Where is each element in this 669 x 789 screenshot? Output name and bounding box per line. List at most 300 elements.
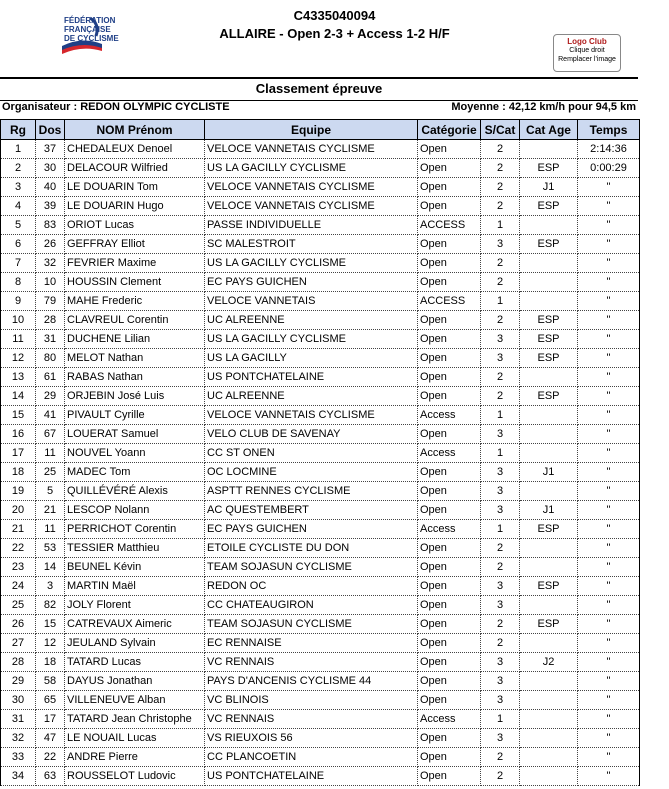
- cell-team: VELOCE VANNETAIS: [205, 292, 418, 311]
- table-row: [1, 463, 640, 482]
- cell-team: CC CHATEAUGIRON: [205, 596, 418, 615]
- cell-rank: 10: [1, 311, 36, 330]
- cell-team: OC LOCMINE: [205, 463, 418, 482]
- cell-time: ": [578, 748, 640, 767]
- cell-rank: 17: [1, 444, 36, 463]
- cell-time: ": [578, 444, 640, 463]
- cell-name: VILLENEUVE Alban: [65, 691, 205, 710]
- cell-age-cat: [520, 596, 578, 615]
- cell-age-cat: ESP: [520, 615, 578, 634]
- cell-time: ": [578, 254, 640, 273]
- cell-rank: 5: [1, 216, 36, 235]
- cell-category: Access: [418, 444, 481, 463]
- cell-team: CC PLANCOETIN: [205, 748, 418, 767]
- cell-bib: 12: [36, 634, 65, 653]
- cell-name: DUCHENE Lilian: [65, 330, 205, 349]
- cell-name: RABAS Nathan: [65, 368, 205, 387]
- cell-name: CATREVAUX Aimeric: [65, 615, 205, 634]
- cell-age-cat: [520, 140, 578, 159]
- cell-name: HOUSSIN Clement: [65, 273, 205, 292]
- cell-rank: 12: [1, 349, 36, 368]
- table-row: [1, 216, 640, 235]
- cell-category: Open: [418, 482, 481, 501]
- cell-category: Open: [418, 634, 481, 653]
- col-name: NOM Prénom: [65, 120, 205, 140]
- cell-name: QUILLÉVÉRÉ Alexis: [65, 482, 205, 501]
- cell-age-cat: [520, 767, 578, 786]
- cell-subcat: 3: [481, 349, 520, 368]
- cell-bib: 14: [36, 558, 65, 577]
- cell-rank: 26: [1, 615, 36, 634]
- cell-team: VELO CLUB DE SAVENAY: [205, 425, 418, 444]
- cell-category: Open: [418, 577, 481, 596]
- cell-team: VELOCE VANNETAIS CYCLISME: [205, 178, 418, 197]
- club-logo-title: Logo Club: [567, 37, 607, 46]
- cell-name: TATARD Jean Christophe: [65, 710, 205, 729]
- cell-team: CC ST ONEN: [205, 444, 418, 463]
- cell-bib: 82: [36, 596, 65, 615]
- cell-category: Open: [418, 197, 481, 216]
- cell-name: BEUNEL Kévin: [65, 558, 205, 577]
- cell-age-cat: J1: [520, 463, 578, 482]
- col-time: Temps: [578, 120, 640, 140]
- cell-time: ": [578, 482, 640, 501]
- cell-team: US LA GACILLY CYCLISME: [205, 159, 418, 178]
- cell-age-cat: [520, 710, 578, 729]
- cell-team: VC RENNAIS: [205, 710, 418, 729]
- cell-age-cat: ESP: [520, 311, 578, 330]
- cell-time: 0:00:29: [578, 159, 640, 178]
- results-table: [0, 119, 640, 786]
- table-row: [1, 767, 640, 786]
- cell-team: TEAM SOJASUN CYCLISME: [205, 615, 418, 634]
- cell-bib: 37: [36, 140, 65, 159]
- cell-age-cat: [520, 482, 578, 501]
- cell-age-cat: J1: [520, 501, 578, 520]
- cell-bib: 65: [36, 691, 65, 710]
- cell-rank: 20: [1, 501, 36, 520]
- cell-category: Open: [418, 767, 481, 786]
- cell-time: ": [578, 634, 640, 653]
- cell-rank: 27: [1, 634, 36, 653]
- cell-rank: 8: [1, 273, 36, 292]
- table-row: [1, 197, 640, 216]
- cell-bib: 28: [36, 311, 65, 330]
- table-row: [1, 387, 640, 406]
- cell-category: Open: [418, 501, 481, 520]
- cell-bib: 32: [36, 254, 65, 273]
- cell-age-cat: ESP: [520, 349, 578, 368]
- cell-rank: 22: [1, 539, 36, 558]
- cell-rank: 32: [1, 729, 36, 748]
- cell-bib: 22: [36, 748, 65, 767]
- cell-subcat: 1: [481, 216, 520, 235]
- cell-bib: 47: [36, 729, 65, 748]
- cell-team: ETOILE CYCLISTE DU DON: [205, 539, 418, 558]
- cell-bib: 40: [36, 178, 65, 197]
- cell-age-cat: ESP: [520, 577, 578, 596]
- cell-team: SC MALESTROIT: [205, 235, 418, 254]
- col-rank: Rg: [1, 120, 36, 140]
- col-category: Catégorie: [418, 120, 481, 140]
- cell-category: Open: [418, 691, 481, 710]
- cell-age-cat: [520, 729, 578, 748]
- cell-subcat: 2: [481, 311, 520, 330]
- cell-time: ": [578, 672, 640, 691]
- table-row: [1, 140, 640, 159]
- cell-age-cat: [520, 273, 578, 292]
- cell-subcat: 2: [481, 748, 520, 767]
- cell-time: ": [578, 653, 640, 672]
- cell-team: ASPTT RENNES CYCLISME: [205, 482, 418, 501]
- table-row: [1, 349, 640, 368]
- col-age-cat: Cat Age: [520, 120, 578, 140]
- cell-rank: 11: [1, 330, 36, 349]
- cell-time: ": [578, 577, 640, 596]
- cell-age-cat: J1: [520, 178, 578, 197]
- cell-category: Open: [418, 748, 481, 767]
- cell-bib: 25: [36, 463, 65, 482]
- cell-name: JOLY Florent: [65, 596, 205, 615]
- cell-category: Open: [418, 615, 481, 634]
- ffc-logo-text: FÉDÉRATION FRANÇAISE DE CYCLISME: [64, 16, 119, 43]
- cell-rank: 25: [1, 596, 36, 615]
- cell-name: NOUVEL Yoann: [65, 444, 205, 463]
- cell-team: VELOCE VANNETAIS CYCLISME: [205, 197, 418, 216]
- cell-category: ACCESS: [418, 292, 481, 311]
- cell-rank: 21: [1, 520, 36, 539]
- table-row: [1, 710, 640, 729]
- cell-category: Open: [418, 254, 481, 273]
- cell-name: LOUERAT Samuel: [65, 425, 205, 444]
- cell-name: CLAVREUL Corentin: [65, 311, 205, 330]
- cell-subcat: 3: [481, 596, 520, 615]
- section-title: Classement épreuve: [0, 77, 638, 101]
- table-row: [1, 672, 640, 691]
- cell-bib: 15: [36, 615, 65, 634]
- cell-time: ": [578, 539, 640, 558]
- cell-rank: 16: [1, 425, 36, 444]
- cell-time: ": [578, 406, 640, 425]
- table-row: [1, 178, 640, 197]
- cell-time: ": [578, 197, 640, 216]
- cell-team: AC QUESTEMBERT: [205, 501, 418, 520]
- cell-bib: 61: [36, 368, 65, 387]
- cell-time: ": [578, 463, 640, 482]
- cell-rank: 9: [1, 292, 36, 311]
- cell-time: ": [578, 216, 640, 235]
- cell-subcat: 2: [481, 159, 520, 178]
- club-logo-placeholder[interactable]: [553, 34, 621, 72]
- cell-subcat: 3: [481, 729, 520, 748]
- cell-team: EC RENNAISE: [205, 634, 418, 653]
- cell-rank: 31: [1, 710, 36, 729]
- cell-category: Open: [418, 596, 481, 615]
- cell-name: PERRICHOT Corentin: [65, 520, 205, 539]
- cell-name: LE DOUARIN Hugo: [65, 197, 205, 216]
- cell-subcat: 2: [481, 254, 520, 273]
- cell-subcat: 1: [481, 444, 520, 463]
- cell-subcat: 3: [481, 463, 520, 482]
- cell-age-cat: [520, 691, 578, 710]
- cell-subcat: 3: [481, 330, 520, 349]
- cell-category: Open: [418, 425, 481, 444]
- cell-team: UC ALREENNE: [205, 311, 418, 330]
- cell-rank: 15: [1, 406, 36, 425]
- cell-category: Open: [418, 368, 481, 387]
- cell-category: Open: [418, 140, 481, 159]
- cell-time: ": [578, 311, 640, 330]
- cell-bib: 79: [36, 292, 65, 311]
- table-row: [1, 482, 640, 501]
- cell-bib: 30: [36, 159, 65, 178]
- cell-rank: 28: [1, 653, 36, 672]
- cell-subcat: 2: [481, 767, 520, 786]
- cell-subcat: 1: [481, 520, 520, 539]
- cell-age-cat: ESP: [520, 387, 578, 406]
- table-row: [1, 425, 640, 444]
- cell-time: ": [578, 235, 640, 254]
- cell-subcat: 3: [481, 577, 520, 596]
- cell-category: Open: [418, 330, 481, 349]
- cell-team: EC PAYS GUICHEN: [205, 273, 418, 292]
- cell-category: Access: [418, 520, 481, 539]
- cell-name: ORJEBIN José Luis: [65, 387, 205, 406]
- cell-name: MARTIN Maël: [65, 577, 205, 596]
- cell-age-cat: [520, 672, 578, 691]
- cell-name: MAHE Frederic: [65, 292, 205, 311]
- cell-rank: 30: [1, 691, 36, 710]
- cell-bib: 31: [36, 330, 65, 349]
- cell-category: Open: [418, 729, 481, 748]
- cell-bib: 29: [36, 387, 65, 406]
- cell-rank: 1: [1, 140, 36, 159]
- cell-bib: 58: [36, 672, 65, 691]
- cell-rank: 14: [1, 387, 36, 406]
- cell-age-cat: [520, 748, 578, 767]
- cell-category: Open: [418, 159, 481, 178]
- cell-bib: 39: [36, 197, 65, 216]
- cell-category: Open: [418, 235, 481, 254]
- organizer: Organisateur : REDON OLYMPIC CYCLISTE: [2, 101, 230, 113]
- table-row: [1, 273, 640, 292]
- cell-name: ANDRE Pierre: [65, 748, 205, 767]
- cell-age-cat: ESP: [520, 520, 578, 539]
- cell-age-cat: [520, 406, 578, 425]
- cell-subcat: 1: [481, 710, 520, 729]
- table-row: [1, 520, 640, 539]
- cell-bib: 11: [36, 444, 65, 463]
- cell-category: Access: [418, 406, 481, 425]
- cell-rank: 29: [1, 672, 36, 691]
- table-row: [1, 292, 640, 311]
- table-row: [1, 406, 640, 425]
- cell-time: ": [578, 387, 640, 406]
- club-logo-hint2: Remplacer l'image: [558, 56, 616, 63]
- cell-subcat: 2: [481, 197, 520, 216]
- cell-team: US LA GACILLY: [205, 349, 418, 368]
- table-row: [1, 577, 640, 596]
- cell-time: ": [578, 767, 640, 786]
- cell-bib: 67: [36, 425, 65, 444]
- table-row: [1, 596, 640, 615]
- cell-subcat: 3: [481, 501, 520, 520]
- cell-category: Open: [418, 178, 481, 197]
- race-code: C4335040094: [293, 8, 376, 23]
- table-row: [1, 444, 640, 463]
- cell-name: FEVRIER Maxime: [65, 254, 205, 273]
- col-bib: Dos: [36, 120, 65, 140]
- cell-rank: 4: [1, 197, 36, 216]
- cell-age-cat: [520, 216, 578, 235]
- cell-age-cat: ESP: [520, 235, 578, 254]
- table-row: [1, 615, 640, 634]
- cell-subcat: 1: [481, 406, 520, 425]
- table-row: [1, 254, 640, 273]
- cell-time: ": [578, 558, 640, 577]
- cell-name: TATARD Lucas: [65, 653, 205, 672]
- cell-team: US LA GACILLY CYCLISME: [205, 254, 418, 273]
- average-speed: Moyenne : 42,12 km/h pour 94,5 km: [451, 101, 636, 113]
- table-row: [1, 539, 640, 558]
- cell-subcat: 3: [481, 672, 520, 691]
- cell-category: Open: [418, 273, 481, 292]
- cell-rank: 6: [1, 235, 36, 254]
- table-header-row: [1, 120, 640, 140]
- cell-age-cat: [520, 539, 578, 558]
- cell-bib: 17: [36, 710, 65, 729]
- cell-subcat: 2: [481, 178, 520, 197]
- cell-team: VC BLINOIS: [205, 691, 418, 710]
- cell-team: US PONTCHATELAINE: [205, 368, 418, 387]
- table-row: [1, 330, 640, 349]
- cell-age-cat: J2: [520, 653, 578, 672]
- cell-team: UC ALREENNE: [205, 387, 418, 406]
- cell-age-cat: [520, 292, 578, 311]
- cell-subcat: 2: [481, 539, 520, 558]
- cell-rank: 23: [1, 558, 36, 577]
- cell-subcat: 2: [481, 273, 520, 292]
- cell-time: 2:14:36: [578, 140, 640, 159]
- table-row: [1, 634, 640, 653]
- cell-team: REDON OC: [205, 577, 418, 596]
- cell-name: LE NOUAIL Lucas: [65, 729, 205, 748]
- cell-age-cat: [520, 634, 578, 653]
- cell-bib: 3: [36, 577, 65, 596]
- table-row: [1, 729, 640, 748]
- cell-rank: 19: [1, 482, 36, 501]
- cell-name: ROUSSELOT Ludovic: [65, 767, 205, 786]
- cell-subcat: 3: [481, 235, 520, 254]
- cell-category: Open: [418, 349, 481, 368]
- cell-age-cat: [520, 425, 578, 444]
- cell-time: ": [578, 615, 640, 634]
- table-row: [1, 558, 640, 577]
- table-row: [1, 311, 640, 330]
- cell-team: US PONTCHATELAINE: [205, 767, 418, 786]
- cell-time: ": [578, 330, 640, 349]
- cell-team: EC PAYS GUICHEN: [205, 520, 418, 539]
- cell-rank: 3: [1, 178, 36, 197]
- cell-name: CHEDALEUX Denoel: [65, 140, 205, 159]
- cell-subcat: 2: [481, 615, 520, 634]
- table-row: [1, 653, 640, 672]
- cell-subcat: 2: [481, 387, 520, 406]
- cell-bib: 63: [36, 767, 65, 786]
- table-row: [1, 235, 640, 254]
- cell-age-cat: ESP: [520, 330, 578, 349]
- cell-age-cat: [520, 254, 578, 273]
- cell-subcat: 2: [481, 140, 520, 159]
- table-row: [1, 748, 640, 767]
- cell-rank: 13: [1, 368, 36, 387]
- cell-category: Open: [418, 672, 481, 691]
- table-row: [1, 159, 640, 178]
- cell-team: US LA GACILLY CYCLISME: [205, 330, 418, 349]
- cell-team: VS RIEUXOIS 56: [205, 729, 418, 748]
- cell-name: LESCOP Nolann: [65, 501, 205, 520]
- cell-subcat: 2: [481, 558, 520, 577]
- cell-category: Open: [418, 558, 481, 577]
- cell-bib: 10: [36, 273, 65, 292]
- cell-category: ACCESS: [418, 216, 481, 235]
- cell-subcat: 2: [481, 368, 520, 387]
- cell-team: VELOCE VANNETAIS CYCLISME: [205, 406, 418, 425]
- cell-bib: 5: [36, 482, 65, 501]
- cell-team: TEAM SOJASUN CYCLISME: [205, 558, 418, 577]
- cell-category: Open: [418, 463, 481, 482]
- table-row: [1, 368, 640, 387]
- cell-time: ": [578, 596, 640, 615]
- cell-age-cat: [520, 368, 578, 387]
- cell-rank: 18: [1, 463, 36, 482]
- cell-time: ": [578, 178, 640, 197]
- cell-rank: 2: [1, 159, 36, 178]
- cell-team: VELOCE VANNETAIS CYCLISME: [205, 140, 418, 159]
- cell-subcat: 3: [481, 691, 520, 710]
- cell-rank: 33: [1, 748, 36, 767]
- cell-age-cat: [520, 558, 578, 577]
- cell-time: ": [578, 292, 640, 311]
- cell-category: Access: [418, 710, 481, 729]
- cell-name: ORIOT Lucas: [65, 216, 205, 235]
- cell-bib: 53: [36, 539, 65, 558]
- cell-name: LE DOUARIN Tom: [65, 178, 205, 197]
- cell-time: ": [578, 349, 640, 368]
- cell-bib: 21: [36, 501, 65, 520]
- cell-subcat: 2: [481, 634, 520, 653]
- cell-category: Open: [418, 653, 481, 672]
- cell-subcat: 3: [481, 482, 520, 501]
- cell-subcat: 3: [481, 425, 520, 444]
- cell-name: JEULAND Sylvain: [65, 634, 205, 653]
- cell-category: Open: [418, 387, 481, 406]
- cell-bib: 26: [36, 235, 65, 254]
- race-title: ALLAIRE - Open 2-3 + Access 1-2 H/F: [219, 26, 450, 41]
- cell-rank: 7: [1, 254, 36, 273]
- cell-bib: 41: [36, 406, 65, 425]
- cell-subcat: 1: [481, 292, 520, 311]
- cell-bib: 18: [36, 653, 65, 672]
- cell-category: Open: [418, 311, 481, 330]
- cell-name: MADEC Tom: [65, 463, 205, 482]
- table-row: [1, 501, 640, 520]
- cell-subcat: 3: [481, 653, 520, 672]
- cell-team: VC RENNAIS: [205, 653, 418, 672]
- cell-rank: 24: [1, 577, 36, 596]
- cell-name: MELOT Nathan: [65, 349, 205, 368]
- cell-time: ": [578, 520, 640, 539]
